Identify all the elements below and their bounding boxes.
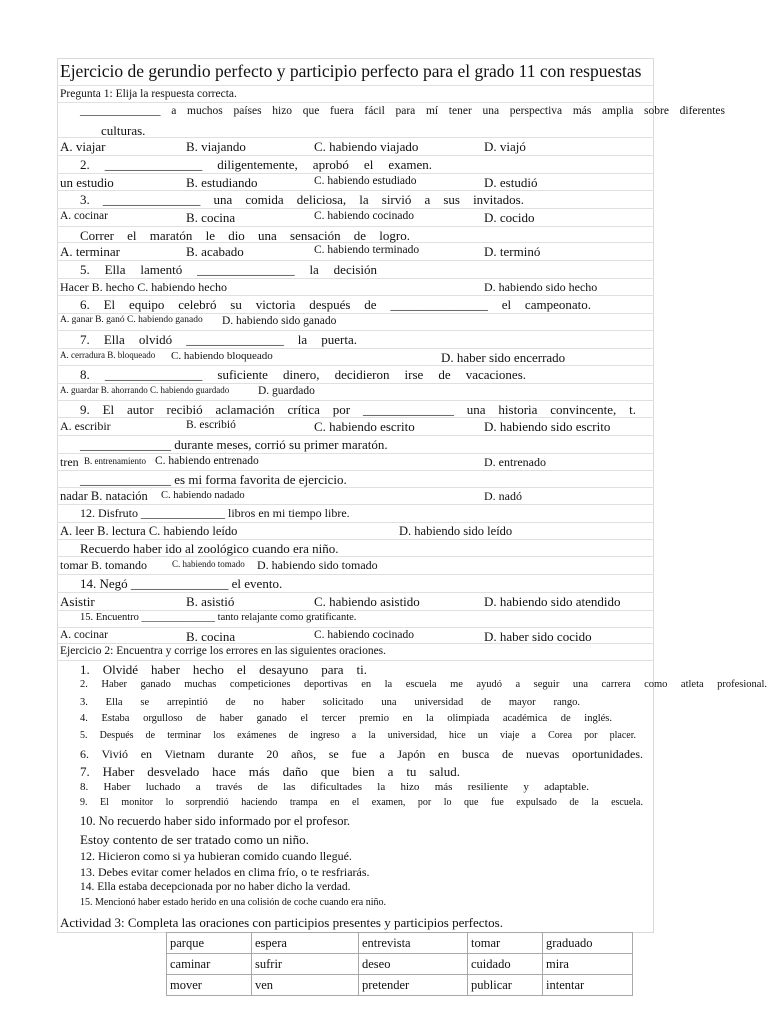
line-ex2-7: 7. Haber desvelado hace más daño que bien a tu salud.	[80, 764, 460, 779]
line-q6-d: D. habiendo sido ganado	[222, 315, 337, 327]
line-q1-c: C. habiendo viajado	[314, 139, 419, 154]
row-divider	[57, 330, 654, 331]
line-q15-d: D. haber sido cocido	[484, 629, 592, 644]
line-q4-a: A. terminar	[60, 244, 120, 259]
line-q12-d: D. habiendo sido leído	[399, 524, 513, 538]
line-q10-d: D. entrenado	[484, 455, 546, 469]
table-cell: parque	[167, 933, 252, 954]
line-q1-header: Pregunta 1: Elija la respuesta correcta.	[60, 88, 237, 100]
line-ex2-2: 2. Haber ganado muchas competiciones deportivas en la escuela me ayudó a seguir una carrera como atleta profesional.	[80, 679, 767, 690]
line-q11-ab: nadar B. natación	[60, 489, 148, 503]
line-act3-header: Actividad 3: Completa las oraciones con participios presentes y participios perfectos.	[60, 915, 503, 930]
row-divider	[57, 400, 654, 401]
line-q2: 2. _______________ diligentemente, aprobó el examen.	[80, 157, 432, 172]
row-divider	[57, 539, 654, 540]
line-q10-c: C. habiendo entrenado	[155, 455, 259, 467]
line-q13-ab: tomar B. tomando	[60, 558, 147, 572]
row-divider	[57, 102, 654, 103]
line-q5-abc: Hacer B. hecho C. habiendo hecho	[60, 280, 227, 294]
line-q4: Correr el maratón le dio una sensación de logro.	[80, 228, 410, 243]
line-q2-c: C. habiendo estudiado	[314, 175, 417, 187]
line-ex2-13: 13. Debes evitar comer helados en clima frío, o te resfriarás.	[80, 865, 370, 879]
line-q14-b: B. asistió	[186, 594, 235, 609]
line-ex2-3: 3. Ella se arrepintió de no haber solicitado una universidad de mayor rango.	[80, 697, 580, 708]
title-divider	[57, 85, 654, 86]
line-q13-d: D. habiendo sido tomado	[257, 558, 378, 572]
row-divider	[57, 137, 654, 138]
line-q14-c: C. habiendo asistido	[314, 594, 420, 609]
table-cell: publicar	[468, 975, 543, 996]
table-cell: ven	[252, 975, 359, 996]
line-q13: Recuerdo haber ido al zoológico cuando era niño.	[80, 541, 339, 556]
line-q3: 3. _______________ una comida deliciosa, la sirvió a sus invitados.	[80, 192, 524, 207]
line-q9-c: C. habiendo escrito	[314, 419, 415, 434]
row-divider	[57, 470, 654, 471]
table-cell: intentar	[543, 975, 633, 996]
table-row	[167, 933, 633, 954]
row-divider	[57, 610, 654, 611]
row-divider	[57, 453, 654, 454]
row-divider	[57, 556, 654, 557]
table-cell: graduado	[543, 933, 633, 954]
line-q14-d: D. habiendo sido atendido	[484, 594, 621, 609]
line-q3-d: D. cocido	[484, 210, 535, 225]
line-q4-b: B. acabado	[186, 244, 244, 259]
line-ex2-15: 15. Mencionó haber estado herido en una colisión de coche cuando era niño.	[80, 897, 387, 908]
page-title: Ejercicio de gerundio perfecto y participio perfecto para el grado 11 con respuestas	[60, 61, 642, 81]
line-q14: 14. Negó _______________ el evento.	[80, 576, 283, 591]
row-divider	[57, 365, 654, 366]
line-q9-d: D. habiendo sido escrito	[484, 419, 611, 434]
line-q2-d: D. estudió	[484, 175, 538, 190]
row-divider	[57, 173, 654, 174]
line-q11: ______________ es mi forma favorita de ejercicio.	[80, 472, 347, 487]
line-q1-d: D. viajó	[484, 139, 526, 154]
row-divider	[57, 660, 654, 661]
row-divider	[57, 190, 654, 191]
row-divider	[57, 155, 654, 156]
table-cell: sufrir	[252, 954, 359, 975]
row-divider	[57, 504, 654, 505]
line-q15: 15. Encuentro ______________ tanto relajante como gratificante.	[80, 612, 357, 623]
line-q1-b: B. viajando	[186, 139, 246, 154]
table-cell: caminar	[167, 954, 252, 975]
row-divider	[57, 295, 654, 296]
line-q12: 12. Disfruto ______________ libros en mi tiempo libre.	[80, 506, 350, 520]
line-q8-d: D. guardado	[258, 385, 315, 397]
table-cell: mover	[167, 975, 252, 996]
row-divider	[57, 522, 654, 523]
line-q3-a: A. cocinar	[60, 210, 108, 222]
line-q3-b: B. cocina	[186, 210, 236, 225]
row-divider	[57, 313, 654, 314]
line-q6-ab: A. ganar B. ganó C. habiendo ganado	[60, 315, 203, 325]
line-q1-line2: culturas.	[101, 123, 146, 138]
row-divider	[57, 574, 654, 575]
line-q13-c: C. habiendo tomado	[172, 559, 245, 569]
line-q7-ab: A. cerradura B. bloqueado	[60, 350, 156, 360]
line-ex2-14: 14. Ella estaba decepcionada por no haber dicho la verdad.	[80, 881, 351, 893]
line-q5-d: D. habiendo sido hecho	[484, 280, 598, 294]
row-divider	[57, 278, 654, 279]
line-q3-c: C. habiendo cocinado	[314, 210, 414, 222]
line-ex2-1: 1. Olvidé haber hecho el desayuno para ti.	[80, 662, 367, 677]
line-ex2-9: 9. El monitor lo sorprendió haciendo trampa en el examen, por lo que fue expulsado de la escuela.	[80, 797, 643, 808]
line-q10-a: tren	[60, 455, 79, 469]
line-q2-b: B. estudiando	[186, 175, 258, 190]
row-divider	[57, 208, 654, 209]
line-ex2-12: 12. Hicieron como si ya hubieran comido cuando llegué.	[80, 849, 352, 863]
line-ex2-5: 5. Después de terminar los exámenes de ingreso a la universidad, hice un viaje a Corea por placer.	[80, 730, 636, 741]
line-q4-d: D. terminó	[484, 244, 541, 259]
table-cell: mira	[543, 954, 633, 975]
line-q7: 7. Ella olvidó _______________ la puerta.	[80, 332, 357, 347]
line-q14-a: Asistir	[60, 594, 95, 609]
line-q15-b: B. cocina	[186, 629, 236, 644]
table-cell: entrevista	[359, 933, 468, 954]
table-cell: tomar	[468, 933, 543, 954]
row-divider	[57, 348, 654, 349]
row-divider	[57, 383, 654, 384]
line-q12-abc: A. leer B. lectura C. habiendo leído	[60, 524, 238, 538]
line-q10: ______________ durante meses, corrió su primer maratón.	[80, 437, 388, 452]
line-q1-a: A. viajar	[60, 139, 106, 154]
line-ex2-header: Ejercicio 2: Encuentra y corrige los errores en las siguientes oraciones.	[60, 645, 387, 657]
row-divider	[57, 487, 654, 488]
line-q15-c: C. habiendo cocinado	[314, 629, 414, 641]
line-ex2-11: Estoy contento de ser tratado como un niño.	[80, 832, 309, 847]
line-q9-a: A. escribir	[60, 419, 111, 433]
row-divider	[57, 435, 654, 436]
table-cell: cuidado	[468, 954, 543, 975]
table-row	[167, 975, 633, 996]
line-q6: 6. El equipo celebró su victoria después de _______________ el campeonato.	[80, 297, 591, 312]
table-cell: deseo	[359, 954, 468, 975]
table-cell: espera	[252, 933, 359, 954]
line-ex2-6: 6. Vivió en Vietnam durante 20 años, se fue a Japón en busca de nuevas oportunidades.	[80, 747, 643, 761]
line-ex2-4: 4. Estaba orgulloso de haber ganado el tercer premio en la olimpiada académica de inglés.	[80, 713, 612, 724]
line-q15-a: A. cocinar	[60, 629, 108, 641]
vocab-table	[166, 932, 633, 996]
row-divider	[57, 592, 654, 593]
line-q7-d: D. haber sido encerrado	[441, 350, 566, 365]
line-ex2-8: 8. Haber luchado a través de las dificultades la hizo más resiliente y adaptable.	[80, 781, 589, 793]
line-q9-b: B. escribió	[186, 419, 236, 431]
line-q7-c: C. habiendo bloqueado	[171, 350, 273, 362]
row-divider	[57, 226, 654, 227]
line-q11-c: C. habiendo nadado	[161, 490, 245, 501]
line-q9: 9. El autor recibió aclamación crítica por ______________ una historia convincente, t.	[80, 402, 636, 417]
line-ex2-10: 10. No recuerdo haber sido informado por el profesor.	[80, 814, 351, 828]
table-cell: pretender	[359, 975, 468, 996]
row-divider	[57, 417, 654, 418]
line-q8: 8. _______________ suficiente dinero, decidieron irse de vacaciones.	[80, 367, 526, 382]
line-q11-d: D. nadó	[484, 489, 522, 503]
line-q10-b: B. entrenamiento	[84, 456, 146, 466]
line-q8-abc: A. guardar B. ahorrando C. habiendo guardado	[60, 385, 230, 395]
table-row	[167, 954, 633, 975]
line-q5: 5. Ella lamentó _______________ la decisión	[80, 262, 377, 277]
line-q2-a: un estudio	[60, 175, 114, 190]
row-divider	[57, 260, 654, 261]
line-q4-c: C. habiendo terminado	[314, 244, 420, 256]
row-divider	[57, 627, 654, 628]
line-q1-line1: ______________ a muchos países hizo que fuera fácil para mí tener una perspectiva más amplia sobre diferentes	[80, 105, 725, 117]
